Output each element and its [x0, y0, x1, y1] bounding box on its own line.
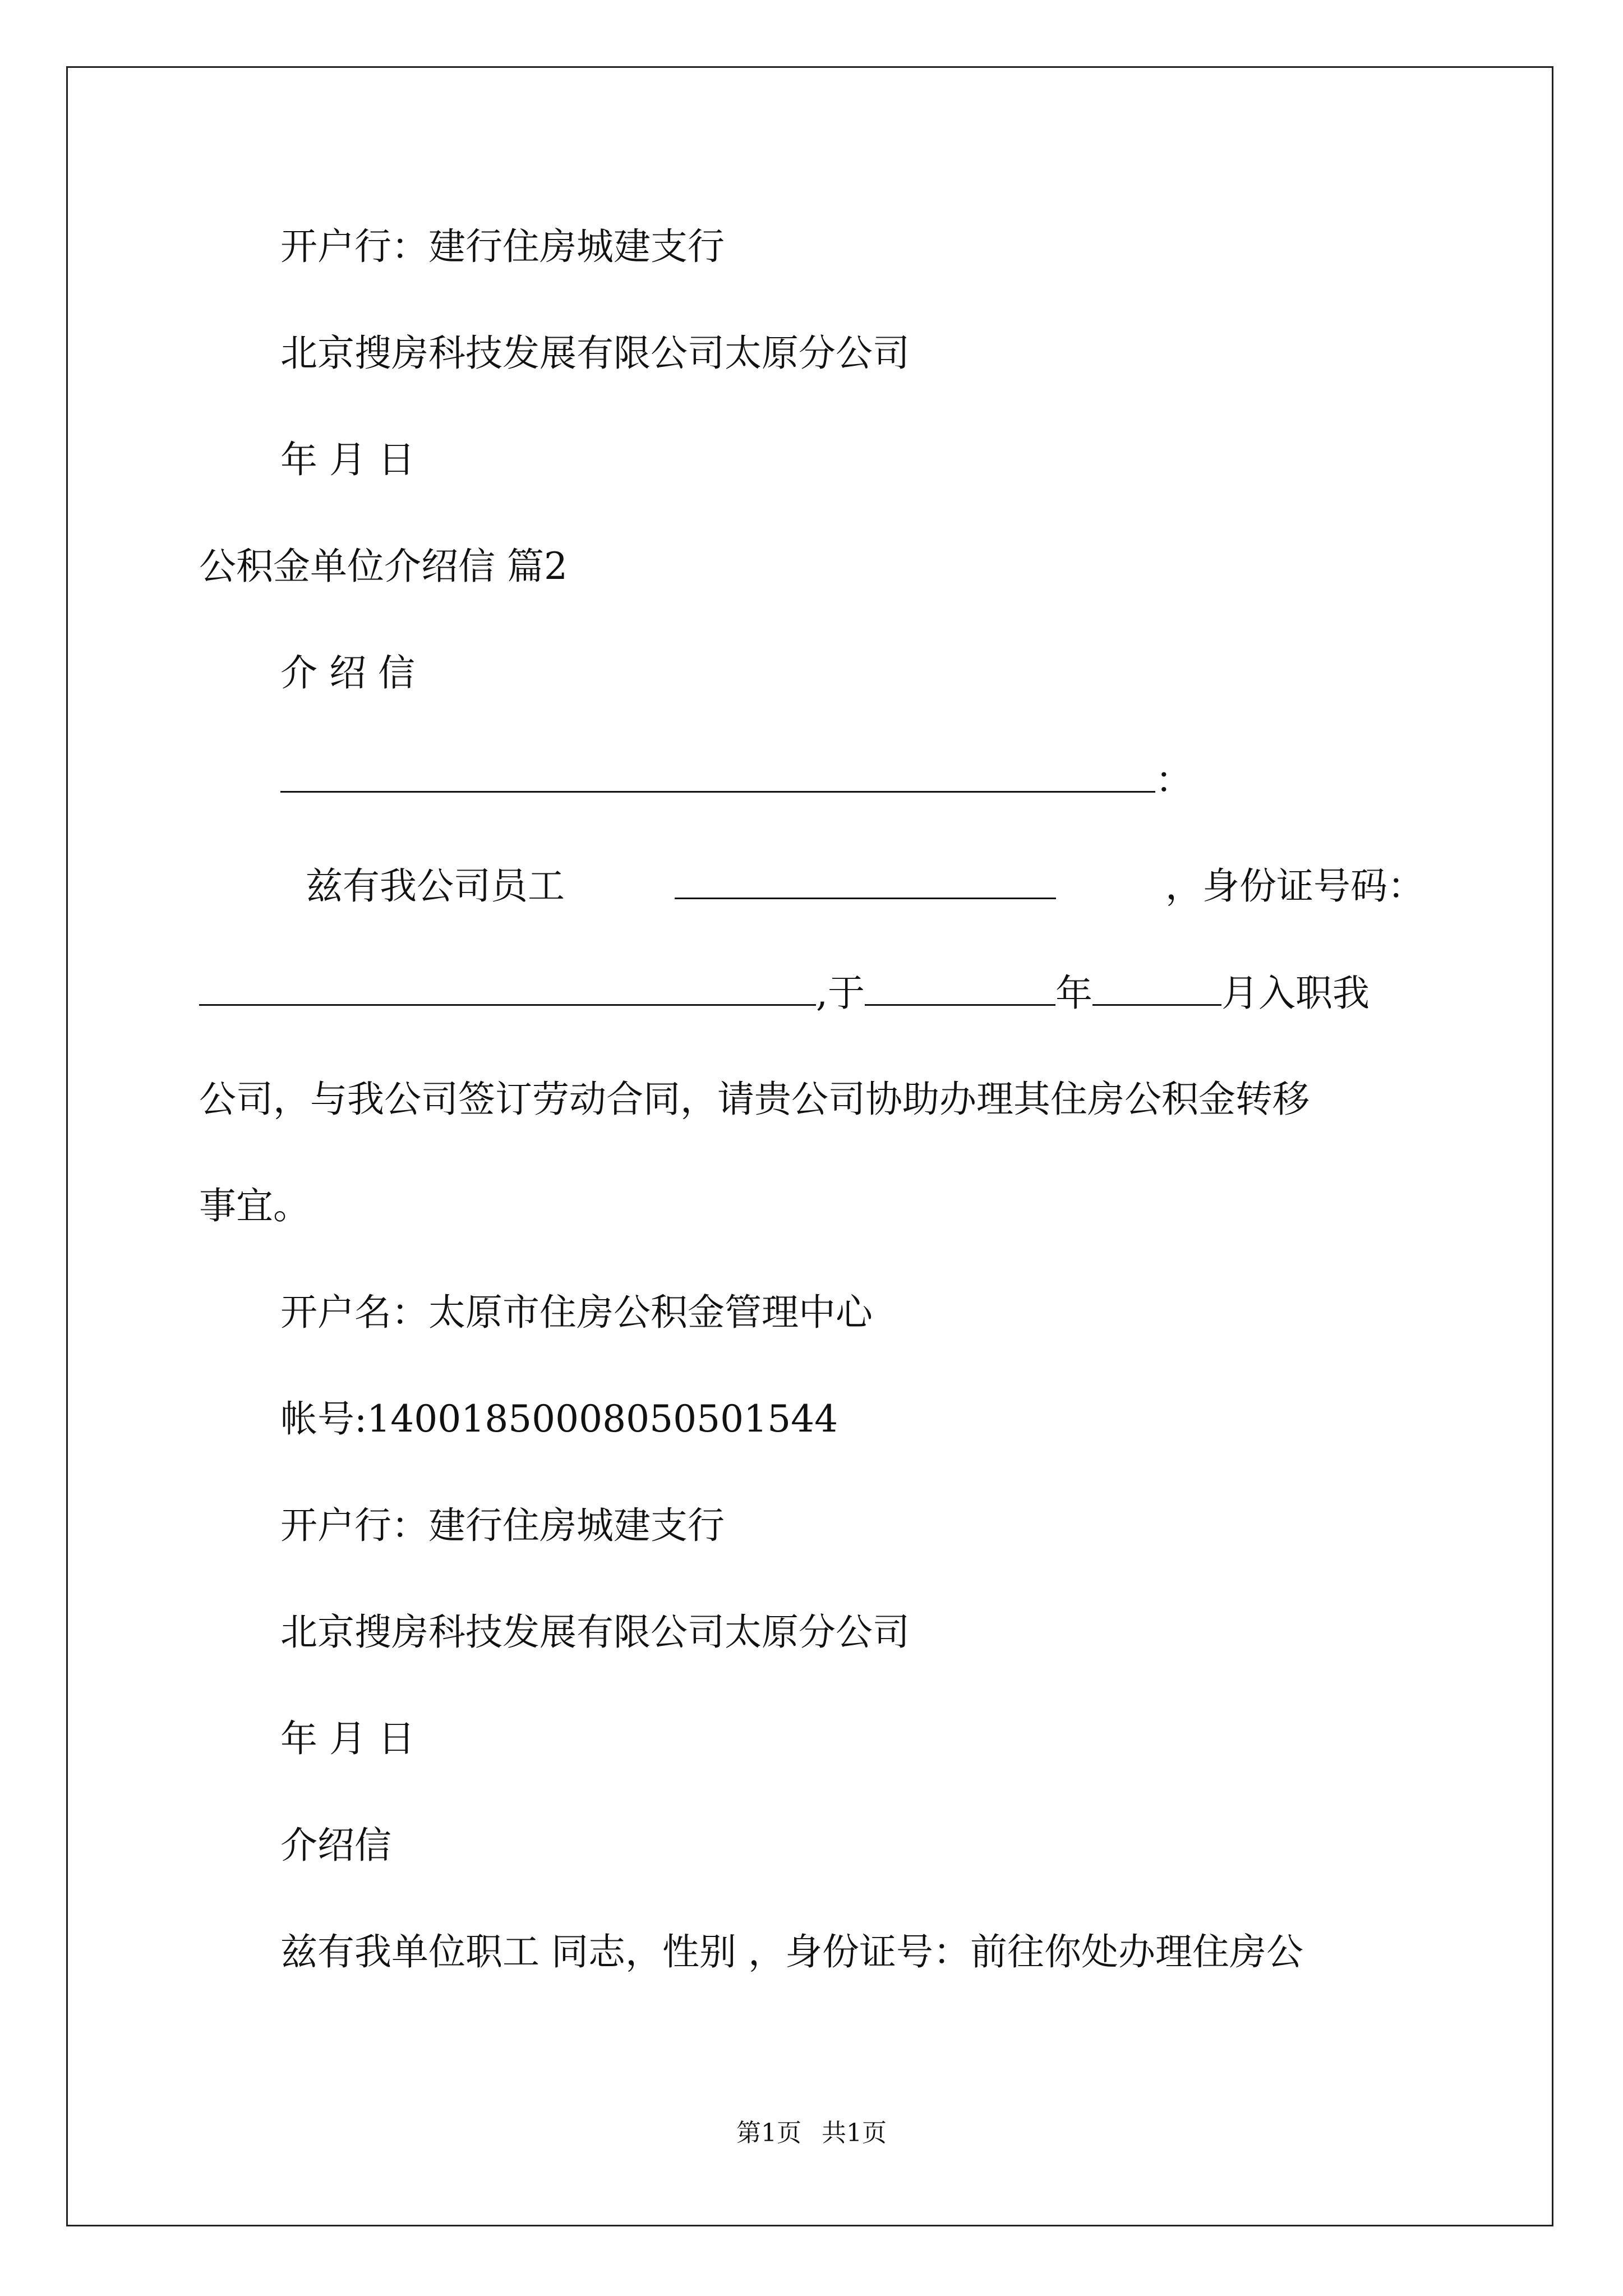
company-line-1: 北京搜房科技发展有限公司太原分公司 — [280, 332, 910, 375]
hire-prefix: ,于 — [816, 972, 865, 1015]
hire-tail: 月入职我 — [1221, 972, 1370, 1015]
intro-line — [199, 864, 1424, 909]
recipient-colon: ： — [1155, 758, 1192, 802]
second-intro-line: 兹有我单位职工 同志，性别 ，身份证号：前往你处办理住房公 — [280, 1930, 1303, 1973]
id-number-blank — [199, 970, 816, 1006]
page-footer — [0, 2118, 1623, 2149]
hire-year: 年 — [1055, 972, 1092, 1015]
intro-start: 兹有我公司员工 — [306, 864, 565, 908]
account-name-line: 开户名：太原市住房公积金管理中心 — [280, 1291, 873, 1334]
page-total: 共1页 — [822, 2119, 887, 2147]
employee-name-blank — [675, 864, 1056, 899]
bank-line-2: 开户行：建行住房城建支行 — [280, 1504, 725, 1547]
hire-line — [199, 970, 1370, 1016]
account-number-line: 帐号:14001850008050501544 — [280, 1397, 838, 1441]
letter-heading-2: 介绍信 — [280, 1824, 391, 1867]
bank-line-1: 开户行：建行住房城建支行 — [280, 225, 725, 268]
page-border — [66, 66, 1553, 2226]
section-title: 公积金单位介绍信 篇2 — [199, 545, 568, 588]
recipient-blank — [280, 757, 1155, 793]
company-line-2: 北京搜房科技发展有限公司太原分公司 — [280, 1611, 910, 1654]
recipient-line — [280, 757, 1192, 803]
date-line-1: 年 月 日 — [280, 438, 415, 481]
body-line-1: 公司，与我公司签订劳动合同，请贵公司协助办理其住房公积金转移 — [199, 1078, 1310, 1121]
hire-year-blank — [865, 970, 1055, 1006]
date-line-2: 年 月 日 — [280, 1717, 415, 1760]
intro-id-label: ，身份证号码： — [1165, 864, 1424, 908]
hire-month-blank — [1092, 970, 1221, 1006]
page-number: 第1页 — [736, 2119, 801, 2147]
letter-heading: 介 绍 信 — [280, 651, 415, 694]
body-line-2: 事宜。 — [199, 1184, 310, 1227]
